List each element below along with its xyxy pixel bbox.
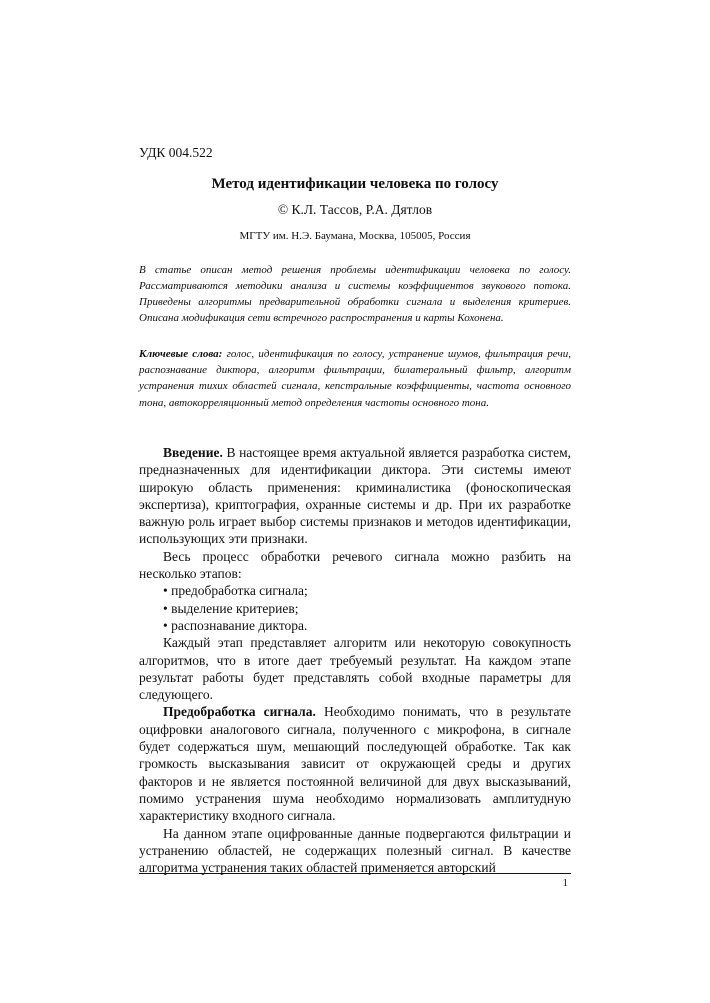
keywords-label: Ключевые слова: xyxy=(139,348,223,360)
authors: © К.Л. Тассов, Р.А. Дятлов xyxy=(277,202,433,217)
bullet-item: • выделение критериев; xyxy=(163,600,299,616)
keywords xyxy=(139,346,571,411)
affiliation: МГТУ им. Н.Э. Баумана, Москва, 105005, Россия xyxy=(239,230,471,242)
abstract: В статье описан метод решения проблемы идентификации человека по голосу. Рассматриваются методики анализа и системы коэффициентов звукового потока. Приведены алгоритмы предварительной обработки сигнала и выделения критериев. Описана модификация сети встречного распространения и карты Кохонена. xyxy=(139,264,571,324)
body-text xyxy=(139,444,571,876)
intro-text: В настоящее время актуальной является разработка систем, предназначенных для идентификации диктора. Эти системы имеют широкую область применения: криминалистика (фоноскопическая экспертиза), криптография, охранные системы и др. При их разработке важную роль играет выбор системы признаков и методов идентификации, использующих эти признаки. xyxy=(139,445,571,547)
keywords-text: голос, идентификация по голосу, устранение шумов, фильтрация речи, распознавание диктора, алгоритм фильтрации, билатеральный фильтр, алгоритм устранения тихих областей сигнала, кепстральные коэффициенты, частота основного тона, автокорреляционный метод определения частоты основного тона. xyxy=(139,348,571,409)
intro-heading: Введение. xyxy=(163,445,223,460)
process-paragraph: Весь процесс обработки речевого сигнала можно разбить на несколько этапов: xyxy=(139,548,571,582)
stage-paragraph: Каждый этап представляет алгоритм или некоторую совокупность алгоритмов, что в итоге дает требуемый результат. На каждом этапе результат работы будет представлять собой входные параметры для следующего. xyxy=(139,635,571,703)
preprocessing-heading: Предобработка сигнала. xyxy=(163,704,316,720)
footer-rule xyxy=(139,873,571,874)
bullet-item: • предобработка сигнала; xyxy=(163,583,308,599)
paper-page xyxy=(139,0,571,1003)
paper-title: Метод идентификации человека по голосу xyxy=(211,176,499,192)
intro-paragraph xyxy=(139,444,571,548)
preprocessing-text: Необходимо понимать, что в результате оцифровки аналогового сигнала, полученного с микрофона, в сигнале будет содержаться шум, мешающий последующей обработке. Так как громкость высказывания зависит от окружающей среды и других факторов и не является постоянной величиной для двух высказываний, помимо устранения шума необходимо нормализовать амплитудную характеристику входного сигнала. xyxy=(139,704,571,824)
stage2-paragraph: На данном этапе оцифрованные данные подвергаются фильтрации и устранению областей, не содержащих полезный сигнал. В качестве алгоритма устранения таких областей применяется авторский xyxy=(139,825,571,876)
udc-code: УДК 004.522 xyxy=(139,145,213,160)
page-number: 1 xyxy=(562,877,568,889)
preprocessing-paragraph xyxy=(139,703,571,824)
bullet-item: • распознавание диктора. xyxy=(163,617,308,633)
